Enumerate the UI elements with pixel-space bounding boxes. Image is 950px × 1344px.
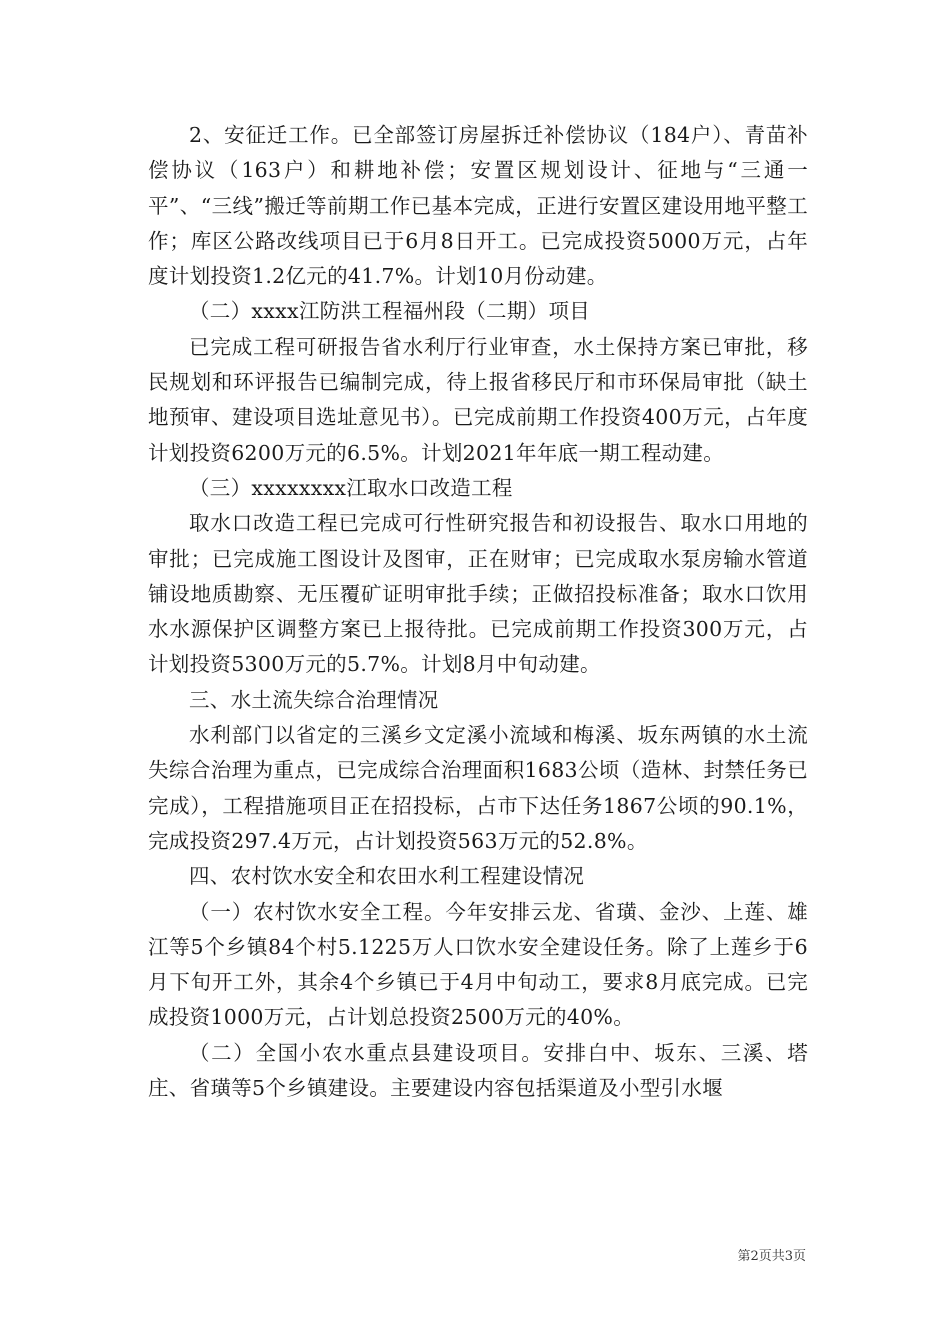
paragraph-soil-erosion-progress: 水利部门以省定的三溪乡文定溪小流域和梅溪、坂东两镇的水土流失综合治理为重点，已完成综合治理面积1683公顷（造林、封禁任务已完成），工程措施项目正在招投标，占市下达任务1867公顷的90.1%，完成投资297.4万元，占计划投资563万元的52.8%。 xyxy=(148,723,808,853)
paragraph-relocation-work: 2、安征迁工作。已全部签订房屋拆迁补偿协议（184户）、青苗补偿协议（163户）和耕地补偿；安置区规划设计、征地与“三通一平”、“三线”搬迁等前期工作已基本完成，正进行安置区建设用地平整工作；库区公路改线项目已于6月8日开工。已完成投资5000万元，占年度计划投资1.2亿元的41.7%。计划10月份动建。 xyxy=(148,123,808,289)
paragraph-small-irrigation: （二）全国小农水重点县建设项目。安排白中、坂东、三溪、塔庄、省璜等5个乡镇建设。主要建设内容包括渠道及小型引水堰 xyxy=(148,1040,808,1101)
heading-soil-erosion: 三、水土流失综合治理情况 xyxy=(189,687,439,712)
document-body xyxy=(148,118,808,1106)
paragraph-flood-control-progress: 已完成工程可研报告省水利厅行业审查，水土保持方案已审批，移民规划和环评报告已编制完成，待上报省移民厅和市环保局审批（缺土地预审、建设项目选址意见书）。已完成前期工作投资400万元，占年度计划投资6200万元的6.5%。计划2021年年底一期工程动建。 xyxy=(148,334,808,465)
paragraph-water-intake-progress: 取水口改造工程已完成可行性研究报告和初设报告、取水口用地的审批；已完成施工图设计及图审，正在财审；已完成取水泵房输水管道铺设地质勘察、无压覆矿证明审批手续；正做招投标准备；取水口饮用水水源保护区调整方案已上报待批。已完成前期工作投资300万元，占计划投资5300万元的5.7%。计划8月中旬动建。 xyxy=(148,511,808,677)
heading-flood-control-project: （二）xxxx江防洪工程福州段（二期）项目 xyxy=(189,299,591,324)
page-number-footer: 第2页共3页 xyxy=(737,1249,806,1264)
heading-rural-water: 四、农村饮水安全和农田水利工程建设情况 xyxy=(189,864,585,889)
paragraph-rural-drinking-water: （一）农村饮水安全工程。今年安排云龙、省璜、金沙、上莲、雄江等5个乡镇84个村5.1225万人口饮水安全建设任务。除了上莲乡于6月下旬开工外，其余4个乡镇已于4月中旬动工，要求8月底完成。已完成投资1000万元，占计划总投资2500万元的40%。 xyxy=(148,899,808,1030)
heading-water-intake-project: （三）xxxxxxxx江取水口改造工程 xyxy=(189,475,513,500)
